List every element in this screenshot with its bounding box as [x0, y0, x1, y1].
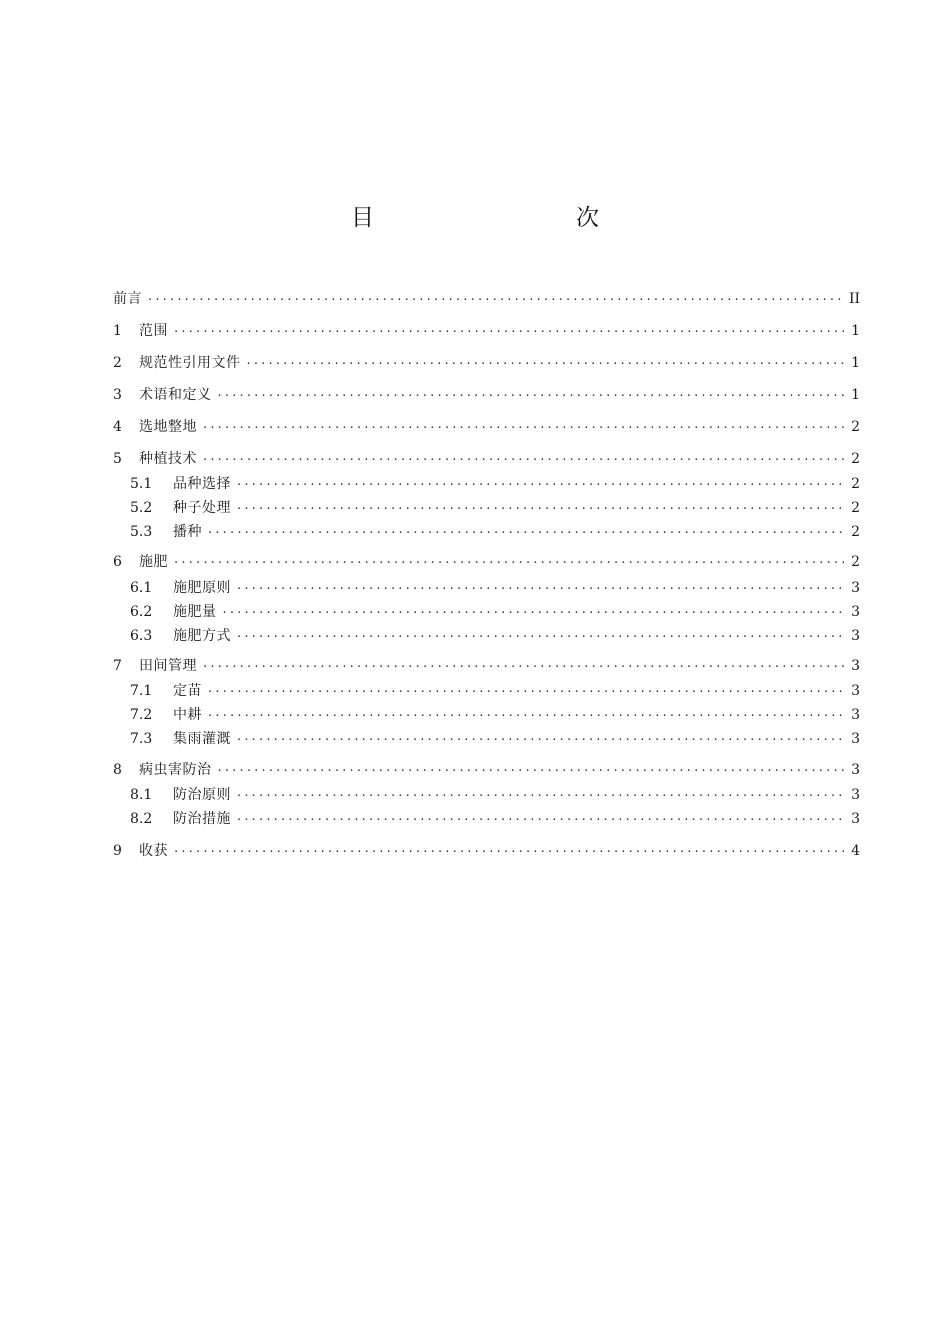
dot-leader [174, 553, 844, 571]
toc-entry-label: 收获 [139, 843, 168, 859]
toc-entry-7-3[interactable] [130, 730, 860, 748]
toc-page-number: 1 [851, 323, 860, 339]
toc-entry-label: 施肥 [139, 554, 168, 570]
toc-entry-number: 7 [113, 658, 122, 674]
toc-entry-number: 6.3 [130, 628, 153, 644]
toc-entry-label: 播种 [173, 524, 202, 540]
toc-entry-8-1[interactable] [130, 786, 860, 804]
dot-leader [208, 706, 844, 724]
toc-entry-8[interactable] [113, 761, 860, 779]
dot-leader [208, 523, 844, 541]
toc-entry-number: 6 [113, 554, 122, 570]
toc-page-number: 1 [851, 387, 860, 403]
dot-leader [237, 579, 844, 597]
dot-leader [247, 354, 845, 372]
toc-entry-number: 5.3 [130, 524, 153, 540]
toc-entry-6[interactable] [113, 553, 860, 571]
toc-page-number: 4 [851, 843, 860, 859]
dot-leader [237, 786, 844, 804]
toc-entry-3[interactable] [113, 386, 860, 404]
dot-leader [237, 627, 844, 645]
dot-leader [208, 682, 844, 700]
toc-page-number: 2 [851, 524, 860, 540]
toc-entry-number: 3 [113, 387, 122, 403]
dot-leader [223, 603, 845, 621]
dot-leader [237, 499, 844, 517]
toc-entry-label: 选地整地 [139, 419, 197, 435]
toc-entry-number: 5.1 [130, 476, 153, 492]
toc-page-number: 3 [851, 580, 860, 596]
toc-entry-9[interactable] [113, 842, 860, 860]
toc-page-number: 1 [851, 355, 860, 371]
toc-entry-4[interactable] [113, 418, 860, 436]
dot-leader [174, 842, 844, 860]
toc-entry-5-2[interactable] [130, 499, 860, 517]
toc-entry-number: 6.2 [130, 604, 153, 620]
toc-entry-5-1[interactable] [130, 475, 860, 493]
toc-entry-number: 6.1 [130, 580, 153, 596]
page-title: 目 次 [351, 205, 651, 231]
toc-entry-label: 范围 [139, 323, 168, 339]
toc-entry-5-3[interactable] [130, 523, 860, 541]
toc-entry-label: 防治措施 [173, 811, 231, 827]
dot-leader [237, 475, 844, 493]
dot-leader [237, 810, 844, 828]
toc-page-number: 3 [851, 604, 860, 620]
toc-entry-label: 种植技术 [139, 451, 197, 467]
dot-leader [203, 418, 844, 436]
toc-entry-number: 1 [113, 323, 122, 339]
toc-page-number: 2 [851, 554, 860, 570]
toc-entry-number: 9 [113, 843, 122, 859]
toc-entry-foreword[interactable] [113, 290, 860, 308]
toc-entry-number: 7.3 [130, 731, 153, 747]
toc-entry-label: 集雨灌溉 [173, 731, 231, 747]
toc-entry-number: 4 [113, 419, 122, 435]
toc-page-number: 3 [851, 811, 860, 827]
toc-entry-8-2[interactable] [130, 810, 860, 828]
dot-leader [174, 322, 844, 340]
toc-page-number: 3 [851, 731, 860, 747]
toc-page-number: 2 [851, 451, 860, 467]
toc-entry-6-3[interactable] [130, 627, 860, 645]
toc-entry-number: 8.2 [130, 811, 153, 827]
toc-entry-label: 规范性引用文件 [139, 355, 241, 371]
toc-page-number: 3 [851, 683, 860, 699]
toc-entry-number: 8 [113, 762, 122, 778]
toc-entry-label: 施肥量 [173, 604, 217, 620]
toc-entry-7[interactable] [113, 657, 860, 675]
toc-entry-label: 品种选择 [173, 476, 231, 492]
toc-page-number: 2 [851, 500, 860, 516]
toc-entry-label: 施肥原则 [173, 580, 231, 596]
toc-page-number: II [848, 291, 860, 307]
toc-entry-label: 施肥方式 [173, 628, 231, 644]
toc-page-number: 3 [851, 658, 860, 674]
toc-entry-label: 定苗 [173, 683, 202, 699]
dot-leader [237, 730, 844, 748]
toc-entry-number: 5.2 [130, 500, 153, 516]
toc-entry-number: 7.2 [130, 707, 153, 723]
toc-entry-6-2[interactable] [130, 603, 860, 621]
toc-page-number: 3 [851, 628, 860, 644]
toc-entry-number: 8.1 [130, 787, 153, 803]
dot-leader [218, 761, 845, 779]
toc-entry-number: 2 [113, 355, 122, 371]
dot-leader [218, 386, 845, 404]
toc-page-number: 3 [851, 707, 860, 723]
toc-entry-6-1[interactable] [130, 579, 860, 597]
toc-entry-label: 中耕 [173, 707, 202, 723]
toc-page-number: 2 [851, 476, 860, 492]
toc-entry-number: 5 [113, 451, 122, 467]
toc-entry-label: 防治原则 [173, 787, 231, 803]
toc-entry-1[interactable] [113, 322, 860, 340]
toc-entry-5[interactable] [113, 450, 860, 468]
toc-entry-number: 7.1 [130, 683, 153, 699]
dot-leader [203, 657, 844, 675]
toc-entry-2[interactable] [113, 354, 860, 372]
toc-entry-7-2[interactable] [130, 706, 860, 724]
toc-entry-label: 田间管理 [139, 658, 197, 674]
toc-page-number: 3 [851, 762, 860, 778]
toc-page-number: 2 [851, 419, 860, 435]
toc-entry-label: 术语和定义 [139, 387, 212, 403]
toc-entry-7-1[interactable] [130, 682, 860, 700]
toc-entry-label: 病虫害防治 [139, 762, 212, 778]
toc-entry-label: 前言 [113, 291, 142, 307]
dot-leader [203, 450, 844, 468]
toc-page-number: 3 [851, 787, 860, 803]
dot-leader [148, 290, 843, 308]
toc-entry-label: 种子处理 [173, 500, 231, 516]
